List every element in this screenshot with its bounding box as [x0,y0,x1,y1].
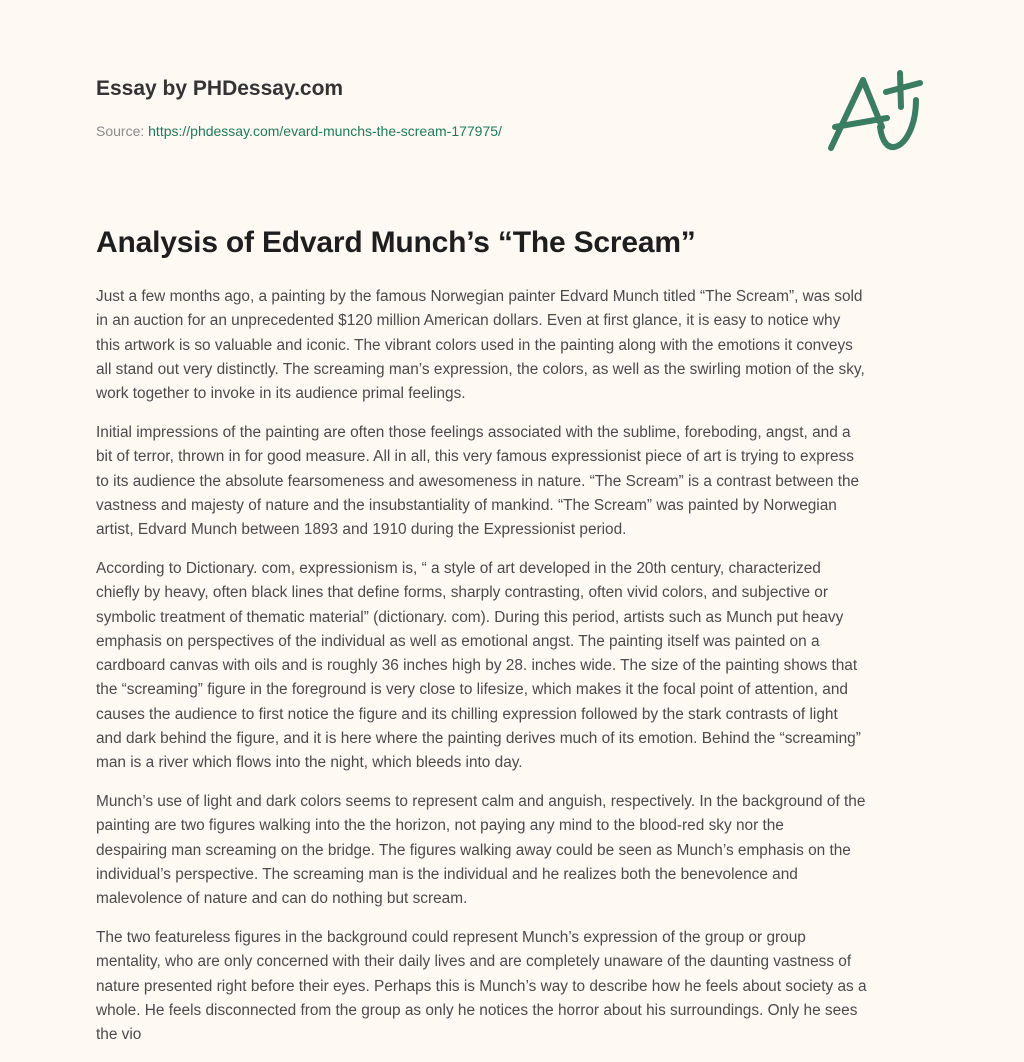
paragraph-line: this artwork is so valuable and iconic. The vibrant colors used in the painting along with the emotions it conveys [96,336,853,354]
paragraph-line: despairing man screaming on the bridge. The figures walking away could be seen as Munch’s emphasis on the [96,841,851,859]
essay-paragraph [96,557,956,776]
paragraph-line: causes the audience to first notice the figure and its chilling expression followed by the stark contrasts of light [96,705,838,723]
essay-title: Analysis of Edvard Munch’s “The Scream” [96,226,696,259]
essay-paragraph [96,926,956,1047]
paragraph-line: vastness and majesty of nature and the insubstantiality of mankind. “The Scream” was painted by Norwegian [96,496,837,514]
paragraph-line: all stand out very distinctly. The screaming man’s expression, the colors, as well as the swirling motion of the sky, [96,360,865,378]
paragraph-line: the vio [96,1026,142,1044]
paragraph-line: The two featureless figures in the background could represent Munch’s expression of the group or group [96,929,806,947]
paragraph-line: in an auction for an unprecedented $120 million American dollars. Even at first glance, it is easy to notice why [96,312,841,330]
paragraph-line: cardboard canvas with oils and is roughly 36 inches high by 28. inches wide. The size of the painting shows that [96,657,858,675]
paragraph-line: Munch’s use of light and dark colors seems to represent calm and anguish, respectively. In the background of the [96,793,866,811]
paragraph-line: chiefly by heavy, often black lines that define forms, sharply contrasting, often vivid colors, and subjective or [96,584,828,602]
source-label: Source: [96,123,149,139]
paragraph-line: mentality, who are only concerned with their daily lives and are completely unaware of the daunting vastness of [96,953,852,971]
paragraph-line: work together to invoke in its audience primal feelings. [96,385,466,403]
site-title: Essay by PHDessay.com [96,77,344,100]
paragraph-line: nature presented right before their eyes. Perhaps this is Munch’s way to describe how he feels about society as a [96,977,867,995]
paragraph-line: malevolence of nature and can do nothing but scream. [96,890,468,908]
paragraph-line: Just a few months ago, a painting by the famous Norwegian painter Edvard Munch titled “The Scream”, was sold [96,288,863,305]
paragraph-line: emphasis on perspectives of the individual as well as emotional angst. The painting itself was painted on a [96,632,820,650]
essay-paragraph [96,790,956,911]
essay-body [96,285,956,1062]
essay-paragraph [96,421,956,542]
paragraph-line: Initial impressions of the painting are often those feelings associated with the sublime, foreboding, angst, and a [96,423,851,441]
source-line [96,123,502,139]
paragraph-line: painting are two figures walking into the the horizon, not paying any mind to the blood-red sky nor the [96,817,784,835]
paragraph-line: whole. He feels disconnected from the group as only he notices the horror about his surroundings. Only he sees [96,1002,858,1020]
paragraph-line: to its audience the absolute fearsomeness and awesomeness in nature. “The Scream” is a contrast between the [96,472,860,490]
paragraph-line: symbolic treatment of thematic material” (dictionary. com). During this period, artists such as Munch put heavy [96,608,844,626]
source-link[interactable]: https://phdessay.com/evard-munchs-the-scream-177975/ [148,123,502,139]
paragraph-line: individual’s perspective. The screaming man is the individual and he realizes both the benevolence and [96,866,798,884]
essay-paragraph [96,285,956,406]
paragraph-line: man is a river which flows into the night, which bleeds into day. [96,754,523,772]
paragraph-line: bit of terror, thrown in for good measure. All in all, this very famous expressionist piece of art is trying to express [96,448,854,466]
paragraph-line: According to Dictionary. com, expressionism is, “ a style of art developed in the 20th century, characterized [96,559,821,577]
paragraph-line: artist, Edvard Munch between 1893 and 1910 during the Expressionist period. [96,521,627,539]
paragraph-line: the “screaming” figure in the foreground is very close to lifesize, which makes it the focal point of attention, and [96,681,848,699]
a-plus-logo [810,30,940,170]
paragraph-line: and dark behind the figure, and it is here where the painting derives much of its emotion. Behind the “screaming” [96,730,861,748]
